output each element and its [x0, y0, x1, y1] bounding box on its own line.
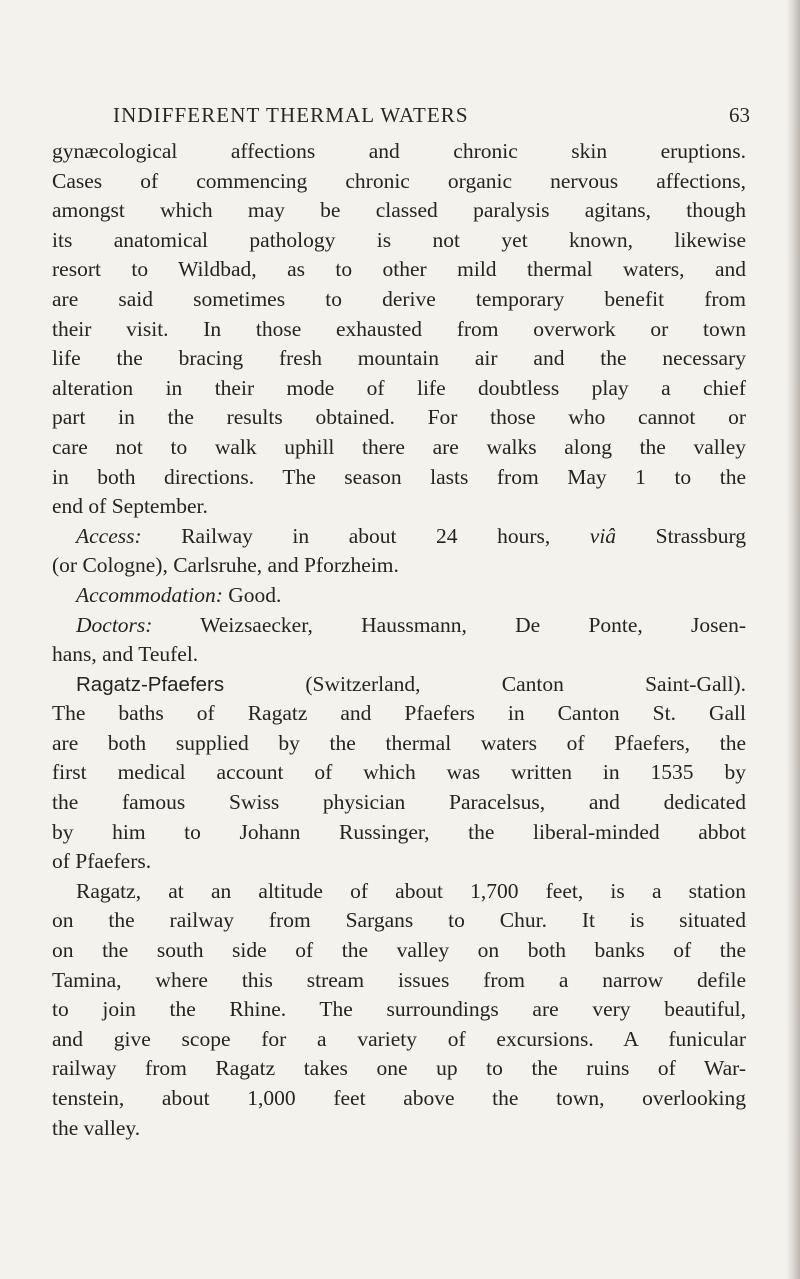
accommodation-text: Good. — [222, 582, 282, 607]
page-number: 63 — [729, 103, 750, 127]
text-line: Ragatz, at an altitude of about 1,700 feet, is a station — [76, 878, 746, 903]
access-text-end: Strassburg — [616, 523, 747, 548]
text-line: railway from Ragatz takes one up to the ruins of War- — [52, 1056, 746, 1081]
page-header — [113, 103, 795, 133]
text-line: The baths of Ragatz and Pfaefers in Canton St. Gall — [52, 701, 746, 726]
text-line — [52, 611, 746, 641]
text-line: gynæcological affections and chronic skin eruptions. — [52, 139, 746, 163]
access-label: Access: — [76, 523, 142, 548]
running-head: INDIFFERENT THERMAL WATERS — [113, 103, 469, 127]
text-line: are both supplied by the thermal waters of Pfaefers, the — [52, 730, 746, 755]
text-line: tenstein, about 1,000 feet above the town, overlooking — [52, 1086, 746, 1110]
text-line: amongst which may be classed paralysis agitans, though — [52, 198, 746, 223]
text-line: Tamina, where this stream issues from a narrow defile — [52, 967, 746, 992]
text-line: life the bracing fresh mountain air and the necessary — [52, 346, 746, 371]
accommodation-entry — [52, 581, 746, 611]
text-line: on the south side of the valley on both banks of the — [52, 938, 746, 963]
doctors-text: Weizsaecker, Haussmann, De Ponte, Josen- — [152, 612, 746, 637]
access-entry — [52, 522, 746, 581]
text-line: of Pfaefers. — [52, 849, 152, 874]
text-line: in both directions. The season lasts from May 1 to the — [52, 464, 746, 489]
text-line: are said sometimes to derive temporary benefit from — [52, 286, 746, 311]
ragatz-section — [52, 670, 746, 877]
text-line: the famous Swiss physician Paracelsus, and dedicated — [52, 790, 746, 815]
accommodation-label: Accommodation: — [76, 582, 223, 607]
text-line: Cases of commencing chronic organic nervous affections, — [52, 168, 746, 193]
page-spine-edge — [786, 0, 800, 1279]
section-heading-line — [52, 670, 746, 700]
text-line: alteration in their mode of life doubtless play a chief — [52, 375, 746, 400]
text-line: (or Cologne), Carlsruhe, and Pforzheim. — [52, 553, 399, 578]
doctors-entry — [52, 611, 746, 670]
text-line: its anatomical pathology is not yet known, likewise — [52, 227, 746, 252]
text-line: by him to Johann Russinger, the liberal-minded abbot — [52, 819, 746, 844]
text-line — [52, 522, 746, 552]
text-line: the valley. — [52, 1115, 141, 1140]
section-heading: Ragatz-Pfaefers — [76, 672, 225, 696]
section-heading-location: (Switzerland, Canton Saint-Gall). — [224, 671, 746, 696]
text-line: end of September. — [52, 494, 208, 519]
text-line: their visit. In those exhausted from overwork or town — [52, 316, 746, 341]
text-line: and give scope for a variety of excursions. A funicular — [52, 1026, 746, 1051]
text-line: to join the Rhine. The surroundings are very beautiful, — [52, 997, 746, 1022]
body-text — [52, 137, 746, 1143]
text-line: first medical account of which was written in 1535 by — [52, 760, 746, 785]
text-line: resort to Wildbad, as to other mild thermal waters, and — [52, 257, 746, 282]
access-text: Railway in about 24 hours, — [141, 523, 590, 548]
paragraph-continuation — [52, 137, 746, 522]
text-line: on the railway from Sargans to Chur. It is situated — [52, 908, 746, 933]
text-line — [52, 581, 746, 611]
text-line: hans, and Teufel. — [52, 642, 199, 667]
text-line: care not to walk uphill there are walks along the valley — [52, 434, 746, 459]
text-line: part in the results obtained. For those who cannot or — [52, 405, 746, 430]
doctors-label: Doctors: — [76, 612, 153, 637]
via-word: viâ — [589, 523, 617, 548]
paragraph — [52, 877, 746, 1143]
